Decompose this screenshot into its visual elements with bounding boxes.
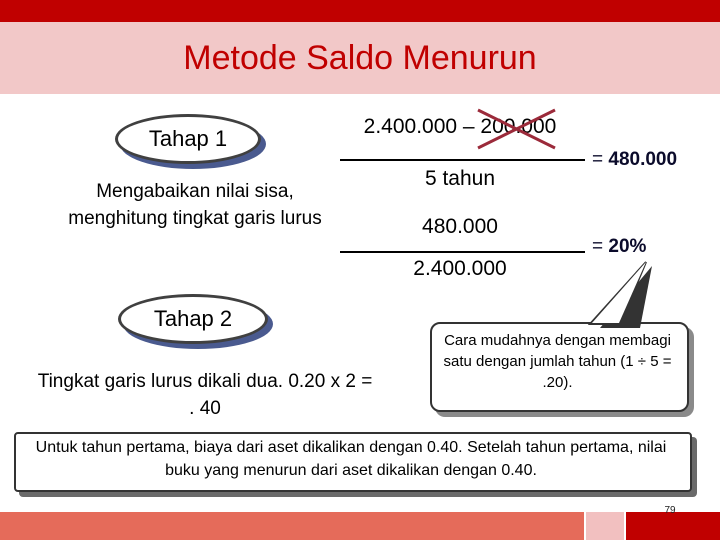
fraction2-numerator: 480.000	[422, 215, 498, 238]
fraction1-numerator: 2.400.000 – 200.000	[363, 115, 557, 138]
footer-bar-left	[0, 512, 584, 540]
step2-oval: Tahap 2	[118, 294, 268, 344]
note-text: Untuk tahun pertama, biaya dari aset dikalikan dengan 0.40. Setelah tahun pertama, nilai buku yang menurun dari aset dikalikan dengan 0.40.	[35, 439, 667, 479]
fraction2-denominator: 2.400.000	[413, 257, 507, 280]
step2-description: Tingkat garis lurus dikali dua. 0.20 x 2 = . 40	[37, 371, 373, 419]
result1-equals: =	[592, 149, 609, 170]
result1-value: 480.000	[608, 149, 678, 170]
step1-oval: Tahap 1	[115, 114, 261, 164]
page-number: 79	[664, 505, 676, 516]
step1-description: Mengabaikan nilai sisa, menghitung tingkat garis lurus	[68, 181, 322, 229]
callout-text: Cara mudahnya dengan membagi satu dengan jumlah tahun (1 ÷ 5 = .20).	[443, 332, 672, 391]
footer-bar-middle	[586, 512, 624, 540]
result2-equals: =	[592, 236, 609, 257]
fraction1-denominator: 5 tahun	[424, 167, 496, 190]
slide-title: Metode Saldo Menurun	[183, 39, 537, 77]
footer-bar-right	[626, 512, 720, 540]
result2-value: 20%	[608, 236, 647, 257]
